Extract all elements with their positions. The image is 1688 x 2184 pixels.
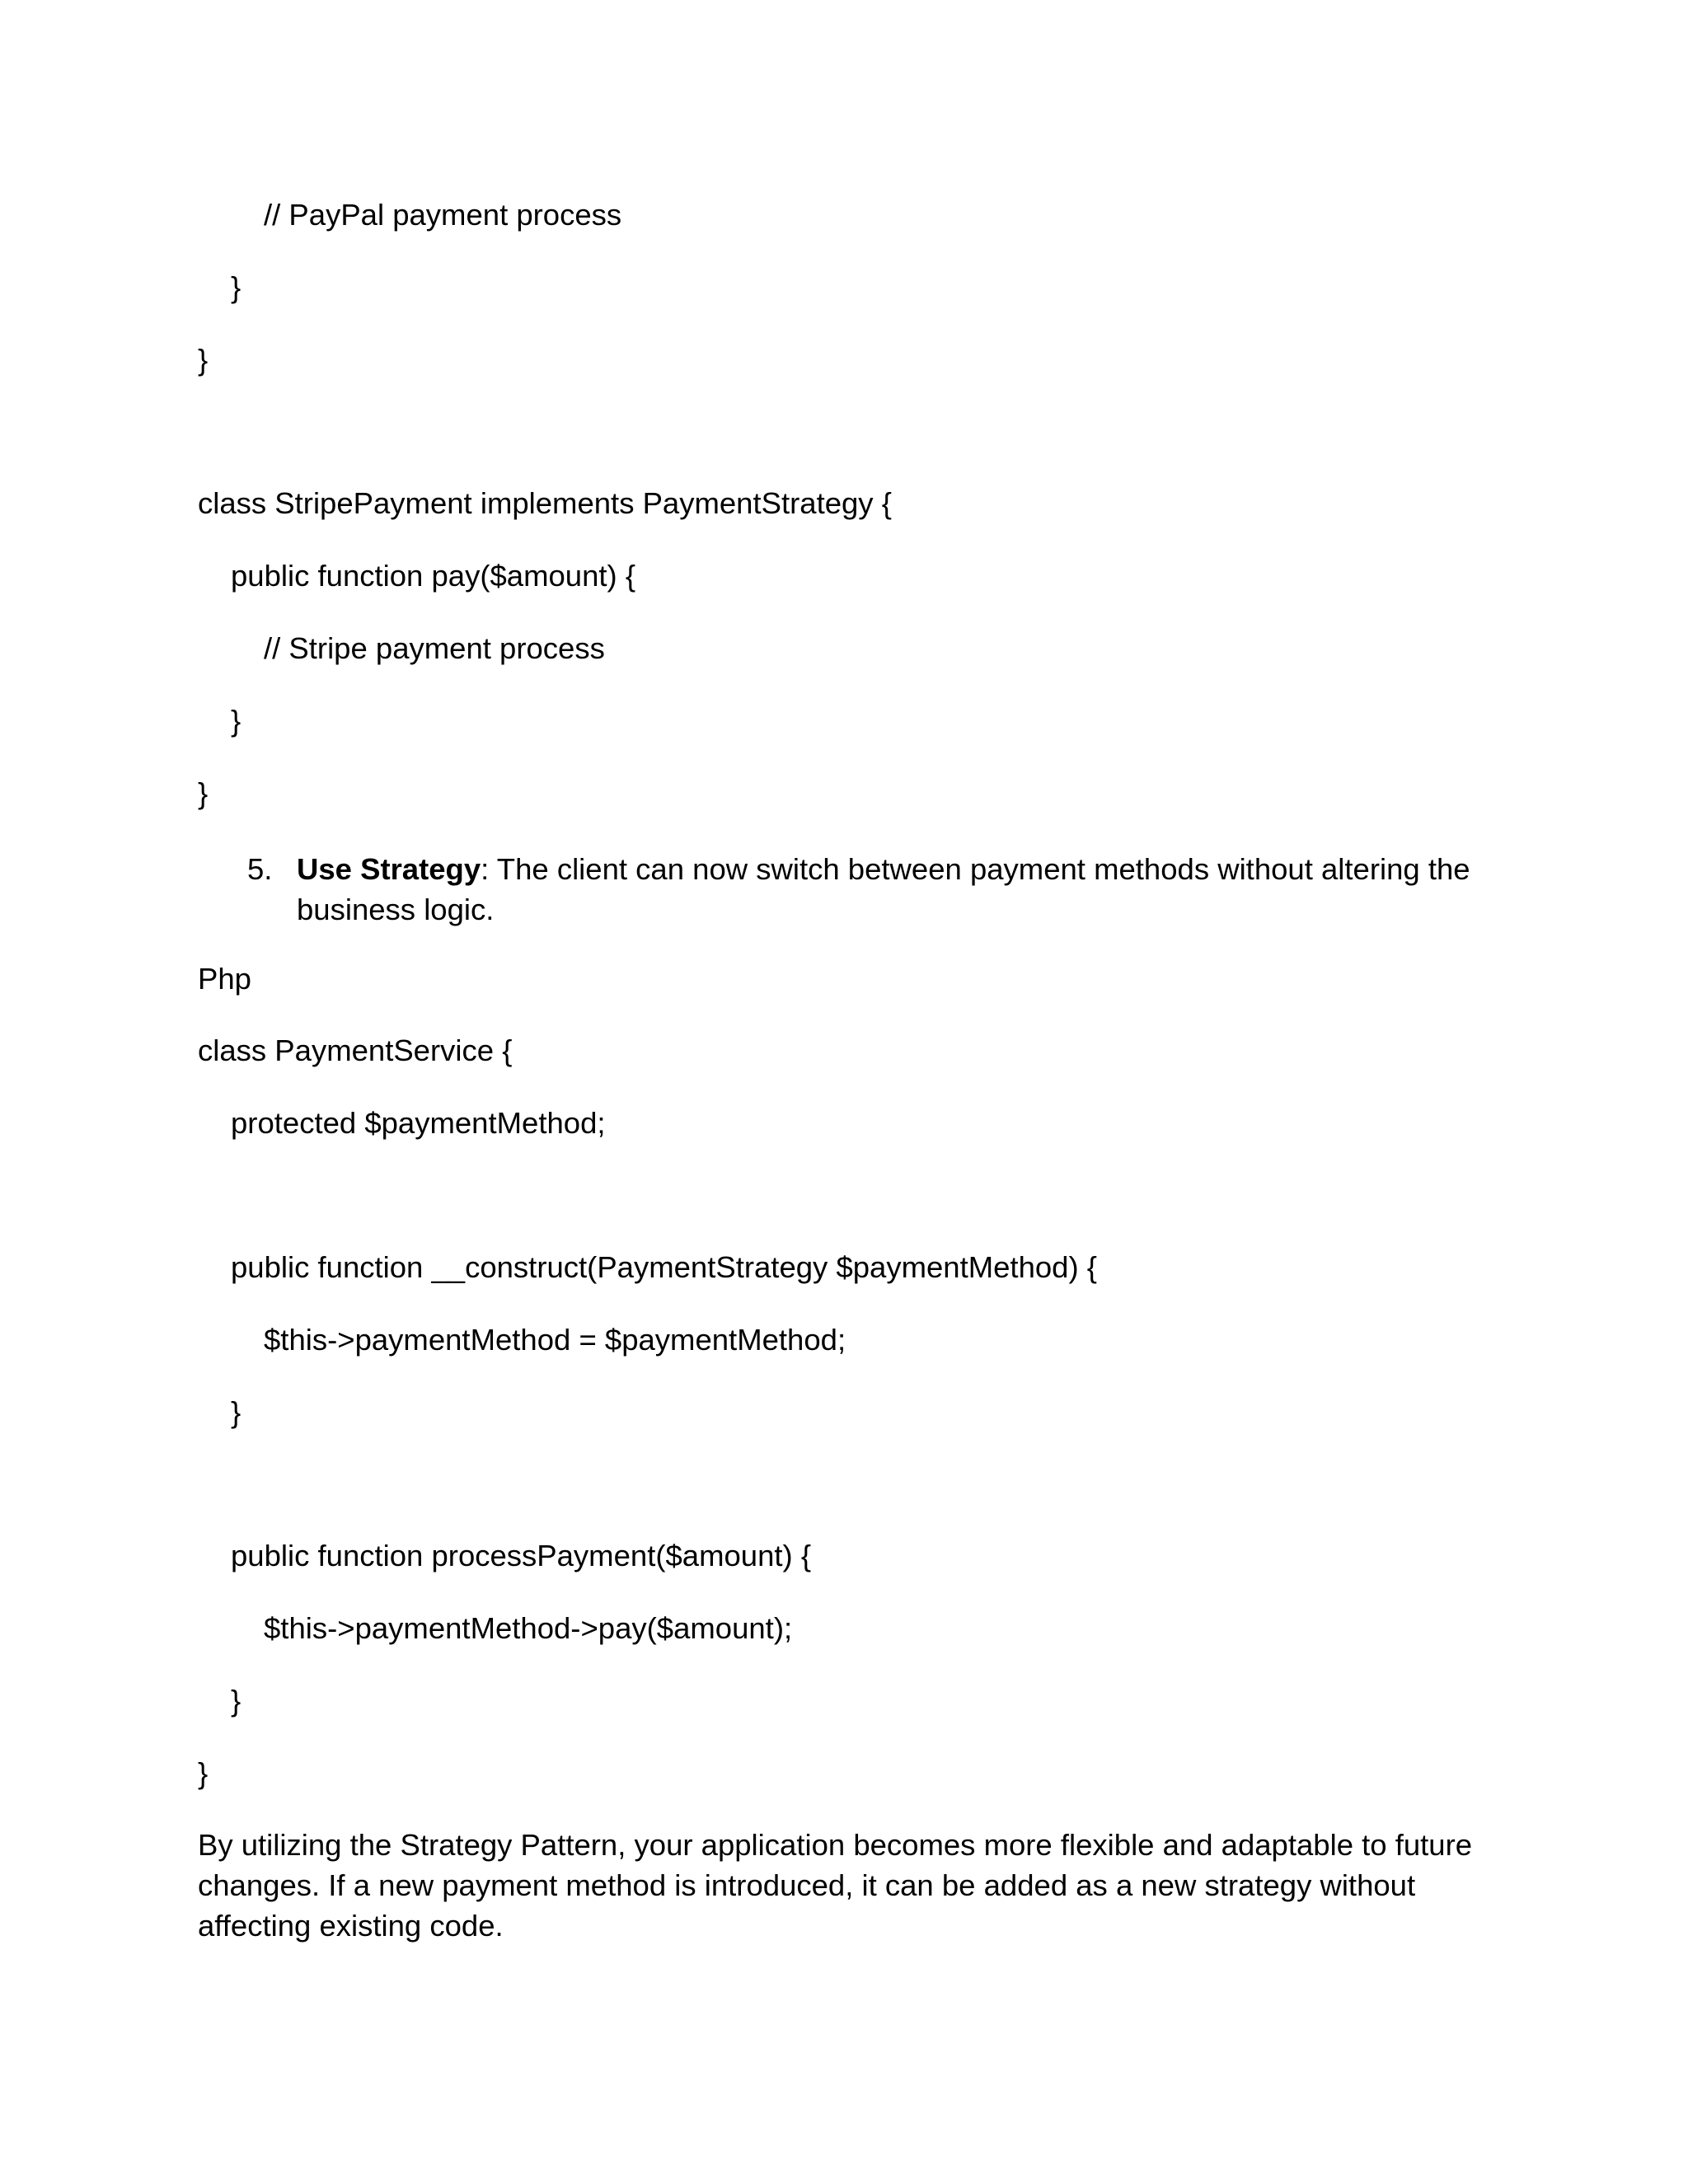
list-item-description: : The client can now switch between payment methods without altering the business logic.: [297, 852, 1470, 926]
conclusion-paragraph: By utilizing the Strategy Pattern, your application becomes more flexible and adaptable to future changes. If a new payment method is introduced, it can be added as a new strategy without affecting existing code.: [198, 1828, 1473, 1943]
code-line: }: [231, 1684, 241, 1718]
list-number: 5.: [247, 852, 273, 886]
list-item-term: Use Strategy: [297, 852, 481, 886]
code-line: // PayPal payment process: [264, 198, 622, 232]
code-line: }: [198, 343, 209, 377]
code-line: public function processPayment($amount) {: [231, 1539, 812, 1572]
code-line: }: [231, 704, 241, 738]
code-line: $this->paymentMethod = $paymentMethod;: [264, 1323, 846, 1357]
list-item-text: [297, 849, 1500, 930]
code-language-label: Php: [198, 962, 251, 996]
code-line: }: [198, 1756, 209, 1790]
code-line: class PaymentService {: [198, 1033, 513, 1067]
code-line: class StripePayment implements PaymentStrategy {: [198, 486, 892, 520]
code-line: }: [198, 776, 209, 810]
code-line: $this->paymentMethod->pay($amount);: [264, 1611, 793, 1645]
code-line: public function __construct(PaymentStrategy $paymentMethod) {: [231, 1250, 1097, 1284]
code-line: // Stripe payment process: [264, 631, 605, 665]
code-line: public function pay($amount) {: [231, 559, 636, 593]
code-line: }: [231, 1395, 241, 1429]
code-line: }: [231, 270, 241, 304]
code-line: protected $paymentMethod;: [231, 1106, 606, 1140]
